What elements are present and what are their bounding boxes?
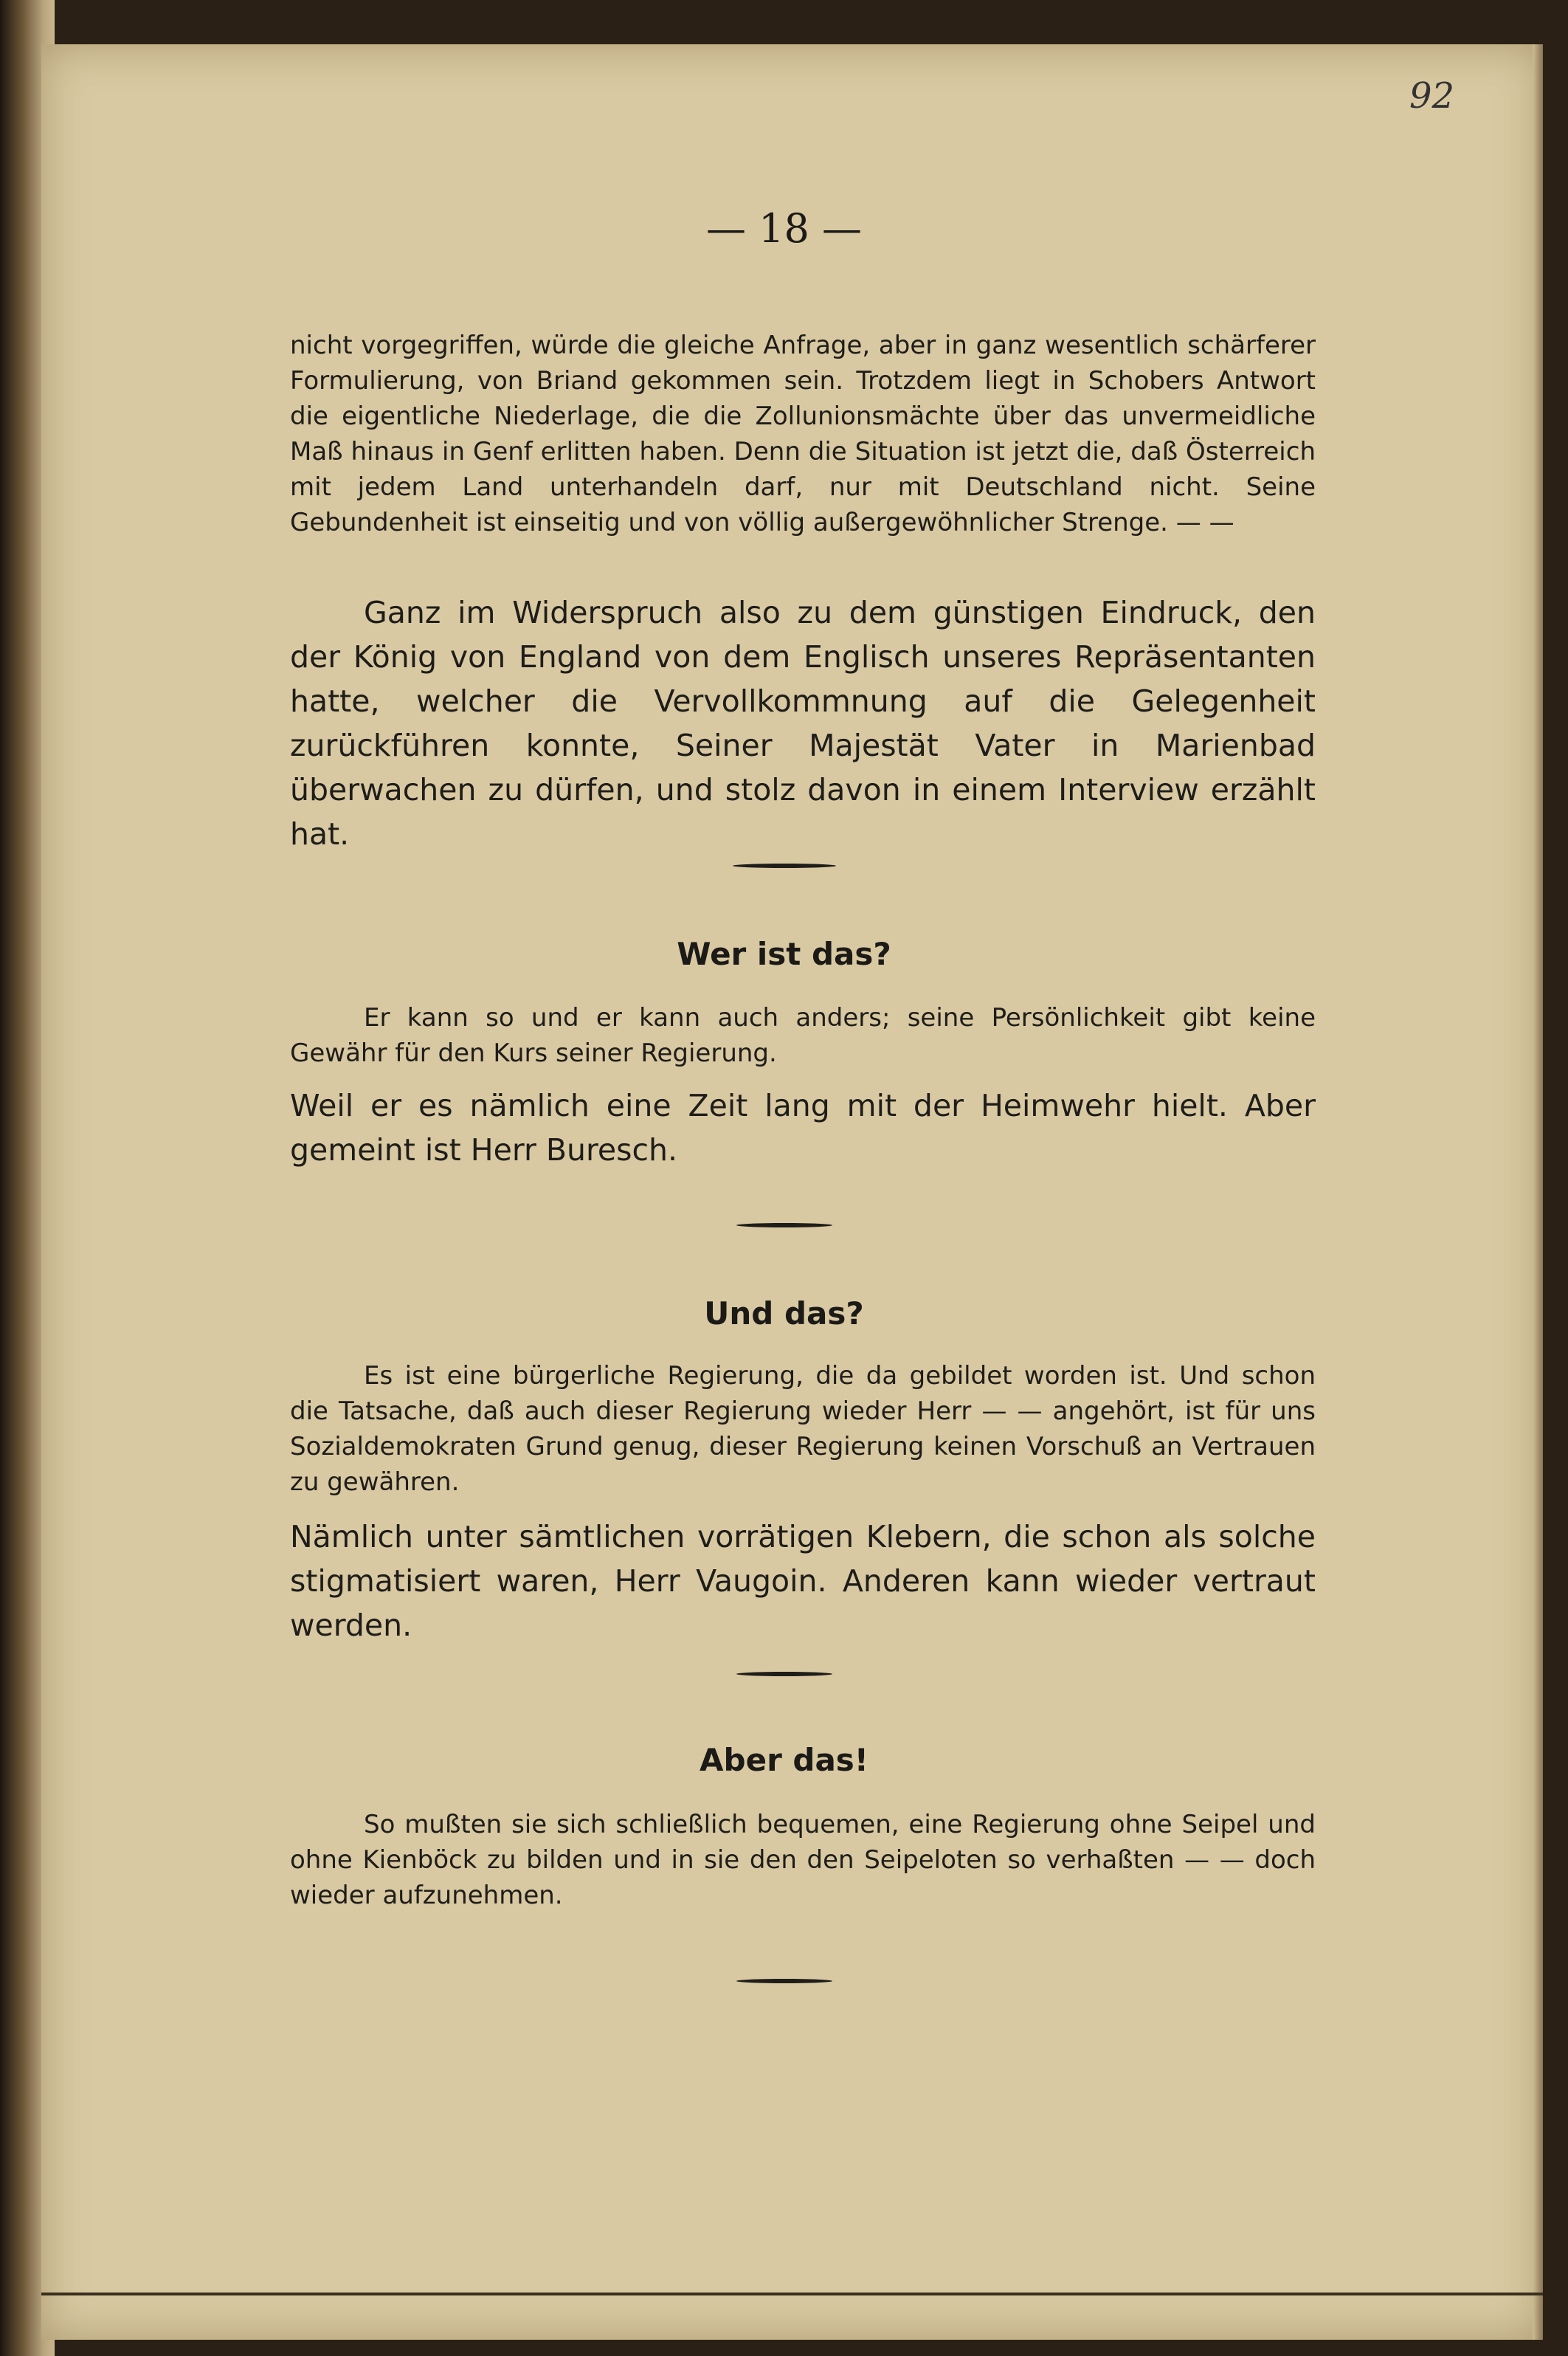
section-heading: Aber das! bbox=[700, 1742, 868, 1778]
section-quote: Er kann so und er kann auch anders; seine Persönlichkeit gibt keine Gewähr für den Kurs seiner Regierung. bbox=[290, 1003, 1316, 1068]
section-quote: Es ist eine bürgerliche Regierung, die da gebildet worden ist. Und schon die Tatsache, daß auch dieser Regierung wieder Herr — — angehört, ist für uns Sozialdemokraten Grund genug, dieser Regierung keinen Vorschuß an Vertrauen zu gewähren. bbox=[290, 1361, 1316, 1497]
page-bottom-border bbox=[41, 2293, 1543, 2295]
page-number: — 18 — bbox=[705, 205, 863, 252]
intro-comment: Ganz im Widerspruch also zu dem günstigen Eindruck, den der König von England von dem Englisch unseres Repräsentanten hatte, welcher die Vervollkommnung auf die Gelegenheit zurückführen konnte, Seiner Majestät Vater in Marienbad überwachen zu dürfen, und stolz davon in einem Interview erzählt hat. bbox=[290, 595, 1316, 852]
section-divider bbox=[736, 1672, 832, 1676]
section-comment: Weil er es nämlich eine Zeit lang mit der Heimwehr hielt. Aber gemeint ist Herr Buresch. bbox=[290, 1088, 1316, 1168]
intro-paragraph: nicht vorgegriffen, würde die gleiche Anfrage, aber in ganz wesentlich schärferer Formulierung, von Briand gekommen sein. Trotzdem liegt in Schobers Antwort die eigentliche Niederlage, die die Zollunionsmächte über das unvermeidliche Maß hinaus in Genf erlitten haben. Denn die Situation ist jetzt die, daß Österreich mit jedem Land unterhandeln darf, nur mit Deutschland nicht. Seine Gebundenheit ist einseitig und von völlig außergewöhnlicher Strenge. — — bbox=[290, 331, 1316, 537]
section-quote: So mußten sie sich schließlich bequemen, eine Regierung ohne Seipel und ohne Kienböck zu bilden und in sie den den Seipeloten so verhaßten — — doch wieder aufzunehmen. bbox=[290, 1810, 1316, 1910]
page-edge bbox=[1533, 44, 1543, 2340]
section-divider bbox=[736, 1979, 832, 1983]
folio-mark: 92 bbox=[1409, 75, 1455, 117]
section-comment: Nämlich unter sämtlichen vorrätigen Klebern, die schon als solche stigmatisiert waren, Herr Vaugoin. Anderen kann wieder vertraut werden. bbox=[290, 1519, 1316, 1643]
section-heading: Wer ist das? bbox=[677, 936, 891, 972]
section-divider bbox=[733, 864, 836, 868]
section-heading: Und das? bbox=[704, 1295, 864, 1332]
section-divider bbox=[736, 1223, 832, 1227]
